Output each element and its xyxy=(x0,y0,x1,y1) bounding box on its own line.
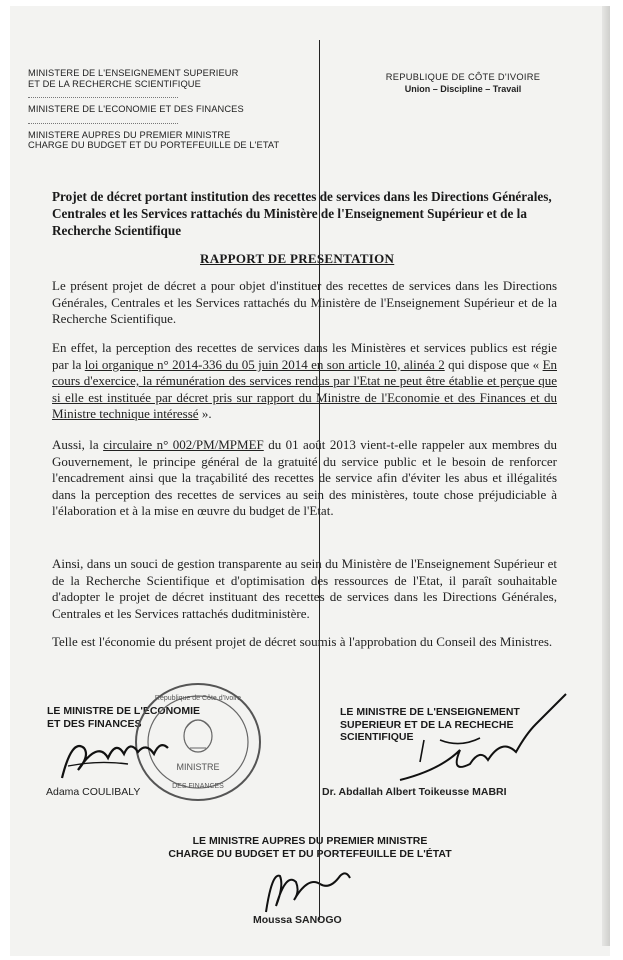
ministry-budget-line2: CHARGE DU BUDGET ET DU PORTEFEUILLE DE L'ETAT xyxy=(28,140,280,151)
paragraph-conclusion: Telle est l'économie du présent projet de décret soumis à l'approbation du Conseil des Ministres. xyxy=(52,634,553,649)
republic-name: REPUBLIQUE DE CÔTE D'IVOIRE xyxy=(385,72,541,82)
signatory-title-line: LE MINISTRE AUPRES DU PREMIER MINISTRE xyxy=(192,835,428,847)
ministry-higher-education-line2: ET DE LA RECHERCHE SCIENTIFIQUE xyxy=(28,78,201,89)
signatory-title-line: LE MINISTRE DE L'ECONOMIE xyxy=(47,705,201,717)
paragraph-text: En effet, la perception des recettes de services dans les Ministères et services publics est régie par la xyxy=(52,340,557,372)
circular-reference: circulaire n° 002/PM/MPMEF xyxy=(103,437,264,452)
ministries-header xyxy=(28,68,338,151)
signatory-title-line: ET DES FINANCES xyxy=(47,717,142,730)
republic-header xyxy=(358,72,568,94)
header-separator xyxy=(28,91,178,98)
national-motto: Union – Discipline – Travail xyxy=(404,84,522,94)
paragraph-text: qui dispose que « xyxy=(444,356,543,372)
signatory-title-line: SCIENTIFIQUE xyxy=(340,731,414,743)
stamp-text-top: République de Côte d'Ivoire xyxy=(154,695,242,702)
signatory-budget-name: Moussa SANOGO xyxy=(253,914,342,926)
signatory-economy-name: Adama COULIBALY xyxy=(46,786,141,798)
header-separator xyxy=(28,117,178,124)
paragraph-legal-basis xyxy=(52,340,557,423)
page-edge xyxy=(602,6,610,946)
ministry-higher-education-line1: MINISTERE DE L'ENSEIGNEMENT SUPERIEUR xyxy=(28,68,239,78)
signature-sanogo xyxy=(258,862,358,917)
law-reference: loi organique n° 2014-336 du 05 juin 2014 en son article 10, alinéa 2 xyxy=(84,356,445,372)
paragraph-object: Le présent projet de décret a pour objet d'instituer des recettes de services dans les Directions Générales, Centrales et les Services rattachés du Ministère de l'Enseignement Supérieur et de la Recherche Scientifique. xyxy=(52,278,557,327)
paragraph-text: ». xyxy=(198,406,212,422)
paragraph-purpose: Ainsi, dans un souci de gestion transparente au sein du Ministère de l'Enseignement Supérieur et de la Recherche Scientifique et d'optimisation des ressources de l'Etat, il paraît souhaitable d'adopter le projet de décret instituant des recettes de services dans les Directions Générales, Centrales et les Services rattachés duditministère. xyxy=(52,556,557,621)
ministry-economy: MINISTERE DE L'ECONOMIE ET DES FINANCES xyxy=(28,104,244,115)
stamp-text-bottom: DES FINANCES xyxy=(172,783,224,790)
signatory-budget-title xyxy=(100,835,520,860)
paragraph-text: Aussi, la xyxy=(52,437,104,452)
paragraph-circular xyxy=(52,437,557,520)
paragraph-text: du 01 août 2013 vient-t-elle rappeler aux membres du Gouvernement, le principe général de la gratuité du service public et le besoin de renforcer l'encadrement ainsi que la traçabilité des recettes de service afin d'éviter les abus et illégalités dans la perception des recettes de services au sein des ministères, toute chose préjudiciable à l'élaboration et à la mise en œuvre du budget de l'Etat. xyxy=(52,437,557,519)
ministry-budget-line1: MINISTERE AUPRES DU PREMIER MINISTRE xyxy=(28,129,231,140)
fold-line xyxy=(319,40,320,920)
signatory-title-line: SUPERIEUR ET DE LA RECHECHE xyxy=(340,718,514,731)
signature-mabri xyxy=(380,700,580,790)
stamp-text-middle: MINISTRE xyxy=(176,762,220,772)
decree-subject: Projet de décret portant institution des recettes de services dans les Directions Générales, Centrales et les Services rattachés du Ministère de l'Enseignement Supérieur et de la Recherche Scientifique xyxy=(52,189,552,238)
signatory-title-line: LE MINISTRE DE L'ENSEIGNEMENT xyxy=(340,706,520,718)
signatory-higher-education-name: Dr. Abdallah Albert Toikeusse MABRI xyxy=(322,786,507,798)
signatory-title-line: CHARGE DU BUDGET ET DU PORTEFEUILLE DE L'ÉTAT xyxy=(168,847,452,860)
law-quote: En cours d'exercice, la rémunération des services rendus par l'Etat ne peut être établie et perçue que si elle est instituée par décret pris sur rapport du Ministre de l'Economie et des Finances et du Ministre technique intéressé xyxy=(52,356,558,422)
signature-coulibaly xyxy=(58,730,188,790)
report-title: RAPPORT DE PRESENTATION xyxy=(200,251,395,266)
